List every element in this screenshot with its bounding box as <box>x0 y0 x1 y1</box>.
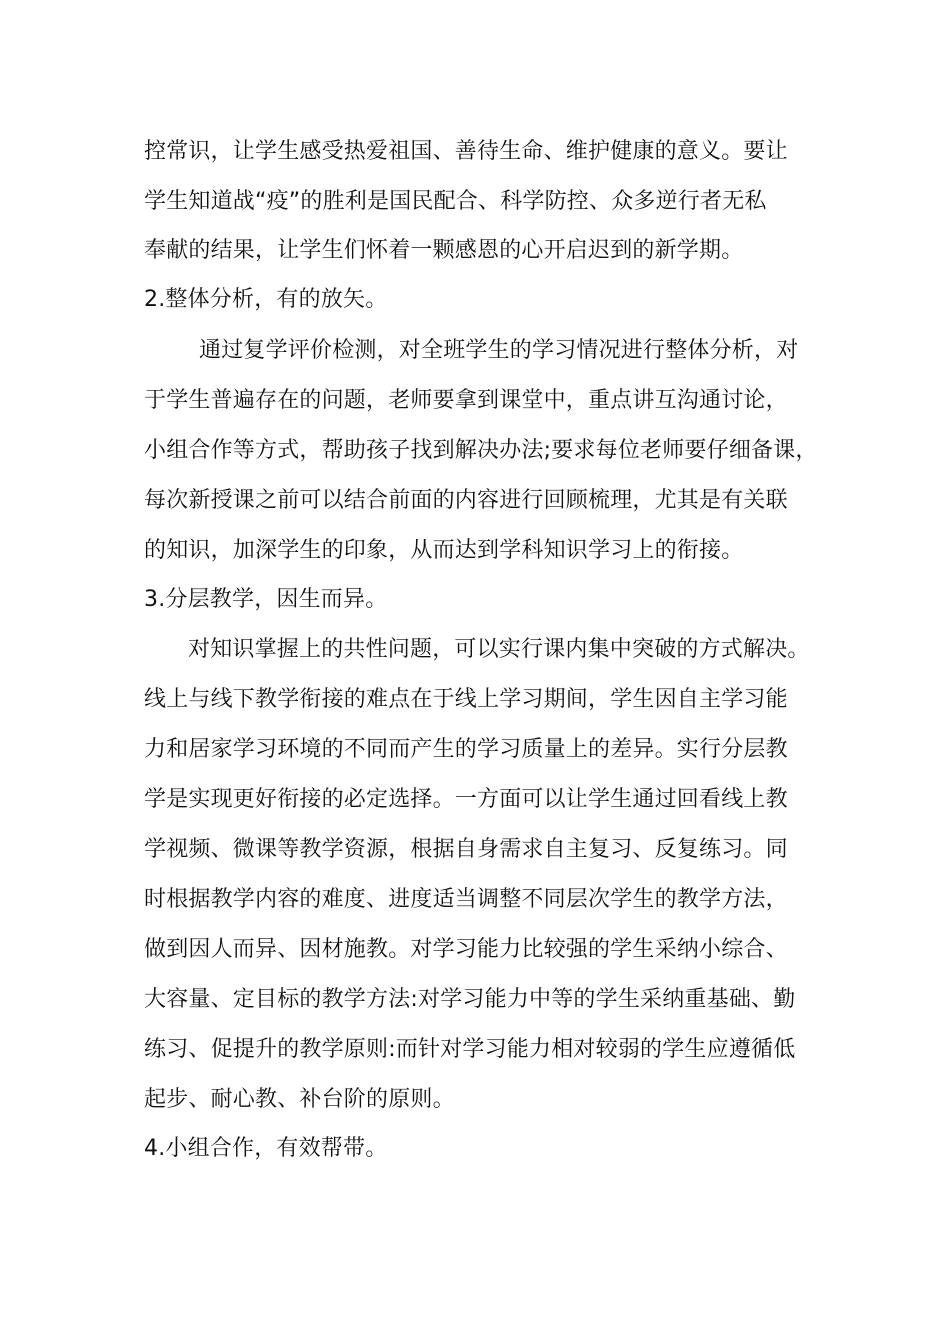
text-line: 奉献的结果，让学生们怀着一颗感恩的心开启迟到的新学期。 <box>144 238 744 263</box>
text-line: 力和居家学习环境的不同而产生的学习质量上的差异。实行分层教 <box>144 737 788 762</box>
text-line: 线上与线下教学衔接的难点在于线上学习期间，学生因自主学习能 <box>144 687 788 712</box>
section-heading: 2.整体分析，有的放矢。 <box>144 287 388 312</box>
section-heading: 4.小组合作，有效帮带。 <box>144 1136 388 1161</box>
text-line: 通过复学评价检测，对全班学生的学习情况进行整体分析，对 <box>199 338 799 363</box>
text-line: 学是实现更好衔接的必定选择。一方面可以让学生通过回看线上教 <box>144 787 788 812</box>
text-line: 每次新授课之前可以结合前面的内容进行回顾梳理，尤其是有关联 <box>144 488 788 513</box>
text-line: 小组合作等方式，帮助孩子找到解决办法;要求每位老师要仔细备课， <box>144 438 818 463</box>
text-line: 时根据教学内容的难度、进度适当调整不同层次学生的教学方法， <box>144 887 788 912</box>
text-line: 练习、促提升的教学原则:而针对学习能力相对较弱的学生应遵循低 <box>144 1037 796 1062</box>
text-line: 做到因人而异、因材施教。对学习能力比较强的学生采纳小综合、 <box>144 937 788 962</box>
text-line: 学生知道战“疫”的胜利是国民配合、科学防控、众多逆行者无私 <box>144 189 767 214</box>
text-line: 起步、耐心教、补台阶的原则。 <box>144 1087 455 1112</box>
text-line: 学视频、微课等教学资源，根据自身需求自主复习、反复练习。同 <box>144 837 788 862</box>
text-line: 对知识掌握上的共性问题，可以实行课内集中突破的方式解决。 <box>188 637 810 662</box>
text-line: 控常识，让学生感受热爱祖国、善待生命、维护健康的意义。要让 <box>144 139 788 164</box>
section-heading: 3.分层教学，因生而异。 <box>144 587 388 612</box>
text-line: 大容量、定目标的教学方法:对学习能力中等的学生采纳重基础、勤 <box>144 987 796 1012</box>
text-line: 的知识，加深学生的印象，从而达到学科知识学习上的衔接。 <box>144 538 744 563</box>
text-line: 于学生普遍存在的问题，老师要拿到课堂中，重点讲互沟通讨论， <box>144 388 788 413</box>
